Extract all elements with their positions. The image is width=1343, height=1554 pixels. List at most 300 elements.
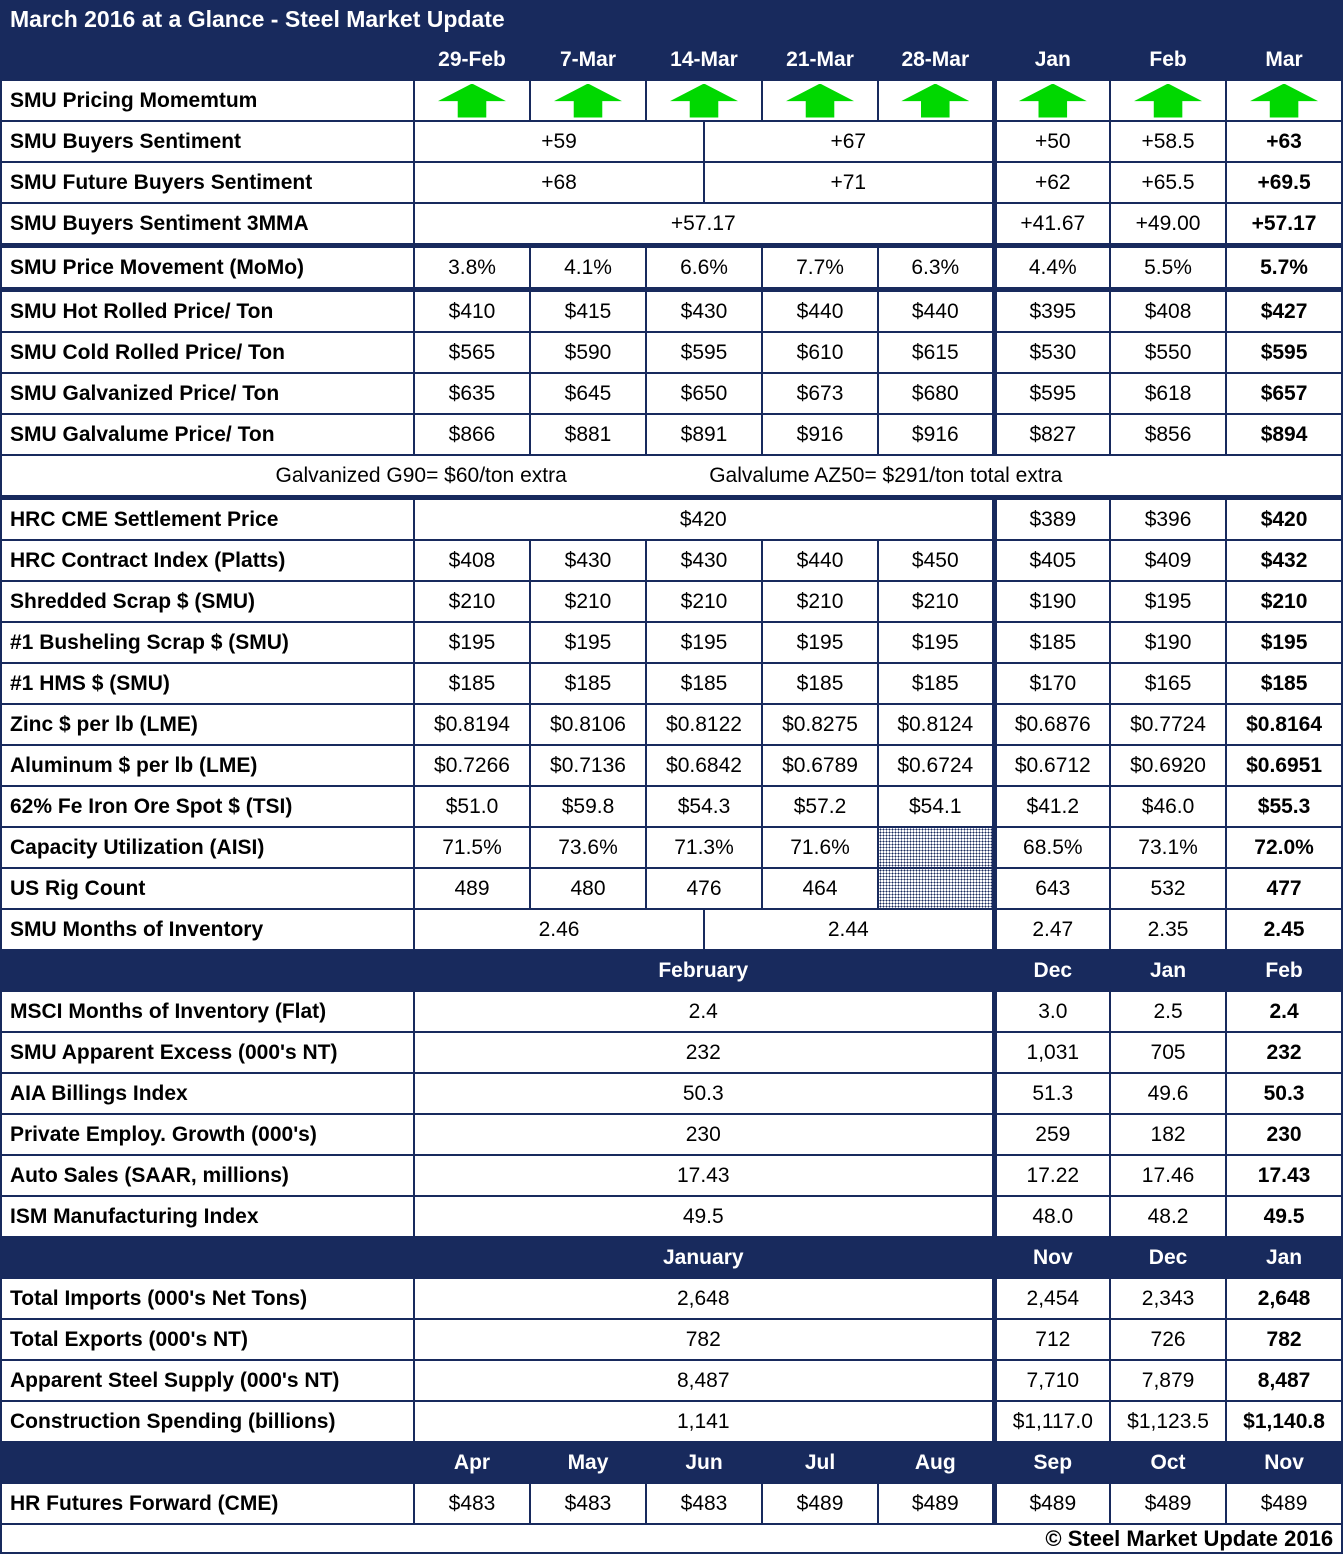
table-row-data [1,1278,1342,1319]
value-cell: $650 [646,373,762,414]
value-cell: $680 [878,373,994,414]
value-cell: 2,343 [1110,1278,1226,1319]
column-header-cell: Nov [1226,1442,1342,1483]
value-cell: 7.7% [762,246,878,290]
table-row-data [1,246,1342,290]
value-cell: $0.6920 [1110,745,1226,786]
up-arrow-icon [786,84,854,118]
table-row-data [1,827,1342,868]
value-cell: $54.1 [878,786,994,827]
value-cell: $565 [414,332,530,373]
value-cell: $595 [994,373,1110,414]
row-label: SMU Galvalume Price/ Ton [1,414,414,455]
value-cell: $489 [1226,1483,1342,1524]
value-cell: $41.2 [994,786,1110,827]
table-row-data [1,203,1342,246]
value-cell: 489 [414,868,530,909]
value-cell: +71 [704,162,994,203]
value-cell: 3.0 [994,991,1110,1032]
header-spacer [1,950,414,991]
value-cell: 2.47 [994,909,1110,950]
value-cell: $0.7136 [530,745,646,786]
value-cell: $866 [414,414,530,455]
value-cell: 72.0% [1226,827,1342,868]
row-label: Apparent Steel Supply (000's NT) [1,1360,414,1401]
value-cell: $590 [530,332,646,373]
table-row-data [1,1319,1342,1360]
row-label: #1 HMS $ (SMU) [1,663,414,704]
value-cell: 2.44 [704,909,994,950]
value-cell: 8,487 [1226,1360,1342,1401]
column-header-cell: Feb [1110,39,1226,80]
value-cell: $0.8106 [530,704,646,745]
column-header-cell: Feb [1226,950,1342,991]
value-cell: $440 [762,290,878,333]
value-cell: 2.5 [1110,991,1226,1032]
value-cell: +69.5 [1226,162,1342,203]
value-cell: 3.8% [414,246,530,290]
row-label: SMU Buyers Sentiment [1,121,414,162]
table-row-data [1,581,1342,622]
table-row-data [1,622,1342,663]
value-cell: $420 [414,498,994,541]
column-header-cell: Jul [762,1442,878,1483]
title-bar [0,0,1343,38]
value-cell: $420 [1226,498,1342,541]
value-cell: $483 [414,1483,530,1524]
value-cell: $195 [878,622,994,663]
value-cell: $0.6712 [994,745,1110,786]
value-cell: $891 [646,414,762,455]
table-row-data [1,373,1342,414]
value-cell: $190 [1110,622,1226,663]
column-header-cell: Oct [1110,1442,1226,1483]
table-row-data [1,1196,1342,1237]
value-cell: $408 [414,540,530,581]
up-arrow-icon [1250,84,1318,118]
value-cell: 259 [994,1114,1110,1155]
row-label: SMU Cold Rolled Price/ Ton [1,332,414,373]
table-row-colhead [1,1442,1342,1483]
value-cell: 4.4% [994,246,1110,290]
table-row-data [1,745,1342,786]
value-cell: $673 [762,373,878,414]
value-cell: 782 [414,1319,994,1360]
momentum-cell [994,80,1110,121]
value-cell: 50.3 [1226,1073,1342,1114]
row-label: HRC Contract Index (Platts) [1,540,414,581]
table-row-footer [1,1524,1342,1553]
table-row-data [1,1401,1342,1442]
value-cell: $0.6724 [878,745,994,786]
up-arrow-icon [1134,84,1202,118]
value-cell: 705 [1110,1032,1226,1073]
value-cell: 7,879 [1110,1360,1226,1401]
value-cell: $185 [878,663,994,704]
value-cell: $0.8124 [878,704,994,745]
value-cell: $440 [762,540,878,581]
value-cell: +62 [994,162,1110,203]
value-cell: $185 [414,663,530,704]
header-spacer [1,1442,414,1483]
row-label: SMU Galvanized Price/ Ton [1,373,414,414]
value-cell: 51.3 [994,1073,1110,1114]
value-cell: $395 [994,290,1110,333]
no-data-hatch-cell [878,827,994,868]
value-cell: 230 [1226,1114,1342,1155]
value-cell: $916 [762,414,878,455]
row-label: SMU Months of Inventory [1,909,414,950]
value-cell: $1,117.0 [994,1401,1110,1442]
value-cell: $0.6876 [994,704,1110,745]
value-cell: 2.35 [1110,909,1226,950]
value-cell: $0.8275 [762,704,878,745]
row-label: SMU Future Buyers Sentiment [1,162,414,203]
value-cell: $894 [1226,414,1342,455]
value-cell: 68.5% [994,827,1110,868]
momentum-cell [1110,80,1226,121]
momentum-cell [414,80,530,121]
value-cell: $408 [1110,290,1226,333]
value-cell: +59 [414,121,704,162]
momentum-cell [762,80,878,121]
row-label: Auto Sales (SAAR, millions) [1,1155,414,1196]
column-header-cell: Jan [1110,950,1226,991]
up-arrow-icon [438,84,506,118]
value-cell: $0.8194 [414,704,530,745]
column-header-cell: Jan [994,39,1110,80]
row-label: HRC CME Settlement Price [1,498,414,541]
value-cell: $185 [762,663,878,704]
value-cell: $489 [878,1483,994,1524]
value-cell: $610 [762,332,878,373]
value-cell: 6.3% [878,246,994,290]
up-arrow-icon [1019,84,1087,118]
value-cell: $409 [1110,540,1226,581]
table-row-data [1,498,1342,541]
value-cell: $0.6951 [1226,745,1342,786]
table-row-section [1,1237,1342,1278]
page-title: March 2016 at a Glance - Steel Market Update [10,5,505,32]
column-header-cell: Aug [878,1442,994,1483]
value-cell: $430 [646,290,762,333]
row-label: ISM Manufacturing Index [1,1196,414,1237]
value-cell: 17.43 [414,1155,994,1196]
value-cell: $405 [994,540,1110,581]
table-row-data [1,121,1342,162]
value-cell: 50.3 [414,1073,994,1114]
value-cell: $59.8 [530,786,646,827]
row-label: 62% Fe Iron Ore Spot $ (TSI) [1,786,414,827]
value-cell: $195 [762,622,878,663]
value-cell: 8,487 [414,1360,994,1401]
value-cell: 480 [530,868,646,909]
value-cell: 6.6% [646,246,762,290]
value-cell: 17.46 [1110,1155,1226,1196]
value-cell: $0.7724 [1110,704,1226,745]
table-row-data [1,1114,1342,1155]
column-header-cell: January [414,1237,994,1278]
value-cell: $410 [414,290,530,333]
row-label: Total Imports (000's Net Tons) [1,1278,414,1319]
value-cell: $195 [414,622,530,663]
value-cell: 1,031 [994,1032,1110,1073]
galvalume-extra-note: Galvalume AZ50= $291/ton total extra [709,463,1063,487]
value-cell: +67 [704,121,994,162]
value-cell: 49.5 [1226,1196,1342,1237]
table-row-note [1,455,1342,498]
value-cell: 230 [414,1114,994,1155]
coating-extras-note [1,455,1342,498]
momentum-cell [1226,80,1342,121]
column-header-cell: Nov [994,1237,1110,1278]
value-cell: 532 [1110,868,1226,909]
row-label: US Rig Count [1,868,414,909]
value-cell: $195 [530,622,646,663]
value-cell: $185 [1226,663,1342,704]
value-cell: +58.5 [1110,121,1226,162]
value-cell: $0.8122 [646,704,762,745]
value-cell: 1,141 [414,1401,994,1442]
row-label: MSCI Months of Inventory (Flat) [1,991,414,1032]
column-header-cell: February [414,950,994,991]
value-cell: $489 [994,1483,1110,1524]
value-cell: $440 [878,290,994,333]
table-row-data [1,704,1342,745]
value-cell: 2,648 [1226,1278,1342,1319]
value-cell: 71.3% [646,827,762,868]
column-header-cell: 14-Mar [646,39,762,80]
table-row-data [1,414,1342,455]
no-data-hatch-cell [878,868,994,909]
value-cell: $57.2 [762,786,878,827]
value-cell: $54.3 [646,786,762,827]
value-cell: $210 [530,581,646,622]
table-row-data [1,162,1342,203]
value-cell: 5.7% [1226,246,1342,290]
value-cell: 726 [1110,1319,1226,1360]
value-cell: $1,140.8 [1226,1401,1342,1442]
value-cell: $185 [530,663,646,704]
value-cell: $415 [530,290,646,333]
value-cell: 476 [646,868,762,909]
momentum-cell [878,80,994,121]
value-cell: $170 [994,663,1110,704]
value-cell: +49.00 [1110,203,1226,246]
table-row-data [1,991,1342,1032]
value-cell: $618 [1110,373,1226,414]
value-cell: 2.4 [414,991,994,1032]
table-row-data [1,868,1342,909]
value-cell: 2,648 [414,1278,994,1319]
value-cell: $657 [1226,373,1342,414]
value-cell: $450 [878,540,994,581]
value-cell: $856 [1110,414,1226,455]
value-cell: 2,454 [994,1278,1110,1319]
value-cell: 17.22 [994,1155,1110,1196]
row-label: SMU Apparent Excess (000's NT) [1,1032,414,1073]
value-cell: $881 [530,414,646,455]
row-label: HR Futures Forward (CME) [1,1483,414,1524]
value-cell: 4.1% [530,246,646,290]
galvanized-extra-note: Galvanized G90= $60/ton extra [275,463,567,487]
row-label: SMU Price Movement (MoMo) [1,246,414,290]
header-spacer [1,1237,414,1278]
value-cell: 5.5% [1110,246,1226,290]
column-header-cell: Jan [1226,1237,1342,1278]
column-header-cell: 21-Mar [762,39,878,80]
value-cell: $55.3 [1226,786,1342,827]
value-cell: $635 [414,373,530,414]
value-cell: 49.6 [1110,1073,1226,1114]
table-row-data [1,80,1342,121]
table-row-data [1,1073,1342,1114]
value-cell: $827 [994,414,1110,455]
table-row-data [1,290,1342,333]
value-cell: $195 [1110,581,1226,622]
table-row-section [1,950,1342,991]
table-row-data [1,1360,1342,1401]
up-arrow-icon [554,84,622,118]
value-cell: $46.0 [1110,786,1226,827]
column-header-cell: Sep [994,1442,1110,1483]
column-header-cell: Dec [994,950,1110,991]
value-cell: $1,123.5 [1110,1401,1226,1442]
value-cell: $0.6842 [646,745,762,786]
value-cell: 71.5% [414,827,530,868]
value-cell: $185 [646,663,762,704]
row-label: Private Employ. Growth (000's) [1,1114,414,1155]
value-cell: $389 [994,498,1110,541]
value-cell: $396 [1110,498,1226,541]
value-cell: $427 [1226,290,1342,333]
momentum-cell [530,80,646,121]
value-cell: 712 [994,1319,1110,1360]
table-row-data [1,909,1342,950]
table-row-data [1,663,1342,704]
value-cell: $185 [994,622,1110,663]
table-row-colhead [1,39,1342,80]
value-cell: $210 [878,581,994,622]
value-cell: $0.6789 [762,745,878,786]
value-cell: +57.17 [414,203,994,246]
value-cell: $0.8164 [1226,704,1342,745]
value-cell: 2.46 [414,909,704,950]
value-cell: $210 [646,581,762,622]
row-label: Zinc $ per lb (LME) [1,704,414,745]
row-label: SMU Hot Rolled Price/ Ton [1,290,414,333]
up-arrow-icon [670,84,738,118]
table-row-data [1,332,1342,373]
value-cell: $550 [1110,332,1226,373]
value-cell: 2.4 [1226,991,1342,1032]
value-cell: +50 [994,121,1110,162]
value-cell: 464 [762,868,878,909]
value-cell: $195 [646,622,762,663]
value-cell: 49.5 [414,1196,994,1237]
value-cell: $615 [878,332,994,373]
momentum-cell [646,80,762,121]
row-label: #1 Busheling Scrap $ (SMU) [1,622,414,663]
row-label: Total Exports (000's NT) [1,1319,414,1360]
copyright-text: © Steel Market Update 2016 [1,1524,1342,1553]
value-cell: $51.0 [414,786,530,827]
table-row-data [1,1155,1342,1196]
column-header-cell: 28-Mar [878,39,994,80]
row-label: Capacity Utilization (AISI) [1,827,414,868]
value-cell: $165 [1110,663,1226,704]
value-cell: +57.17 [1226,203,1342,246]
value-cell: $430 [646,540,762,581]
value-cell: $645 [530,373,646,414]
value-cell: 232 [414,1032,994,1073]
value-cell: +63 [1226,121,1342,162]
column-header-cell: Dec [1110,1237,1226,1278]
value-cell: +65.5 [1110,162,1226,203]
row-label: SMU Pricing Momemtum [1,80,414,121]
row-label: SMU Buyers Sentiment 3MMA [1,203,414,246]
column-header-cell: Jun [646,1442,762,1483]
table-row-data [1,1483,1342,1524]
value-cell: 782 [1226,1319,1342,1360]
value-cell: 643 [994,868,1110,909]
value-cell: 73.1% [1110,827,1226,868]
value-cell: 2.45 [1226,909,1342,950]
value-cell: $483 [646,1483,762,1524]
value-cell: 7,710 [994,1360,1110,1401]
row-label: Construction Spending (billions) [1,1401,414,1442]
value-cell: +68 [414,162,704,203]
up-arrow-icon [901,84,969,118]
value-cell: $210 [1226,581,1342,622]
column-header-cell: 29-Feb [414,39,530,80]
value-cell: $489 [1110,1483,1226,1524]
value-cell: 48.0 [994,1196,1110,1237]
table-row-data [1,786,1342,827]
value-cell: 17.43 [1226,1155,1342,1196]
table-row-data [1,1032,1342,1073]
value-cell: 73.6% [530,827,646,868]
value-cell: $190 [994,581,1110,622]
data-table [0,38,1343,1554]
header-spacer [1,39,414,80]
value-cell: $430 [530,540,646,581]
column-header-cell: 7-Mar [530,39,646,80]
value-cell: $916 [878,414,994,455]
value-cell: $210 [414,581,530,622]
column-header-cell: May [530,1442,646,1483]
value-cell: 48.2 [1110,1196,1226,1237]
value-cell: 182 [1110,1114,1226,1155]
table-row-data [1,540,1342,581]
value-cell: $483 [530,1483,646,1524]
value-cell: $595 [1226,332,1342,373]
row-label: AIA Billings Index [1,1073,414,1114]
row-label: Shredded Scrap $ (SMU) [1,581,414,622]
column-header-cell: Apr [414,1442,530,1483]
value-cell: $210 [762,581,878,622]
value-cell: $595 [646,332,762,373]
value-cell: $530 [994,332,1110,373]
row-label: Aluminum $ per lb (LME) [1,745,414,786]
column-header-cell: Mar [1226,39,1342,80]
value-cell: $195 [1226,622,1342,663]
value-cell: $489 [762,1483,878,1524]
value-cell: 232 [1226,1032,1342,1073]
value-cell: +41.67 [994,203,1110,246]
value-cell: $432 [1226,540,1342,581]
value-cell: 71.6% [762,827,878,868]
